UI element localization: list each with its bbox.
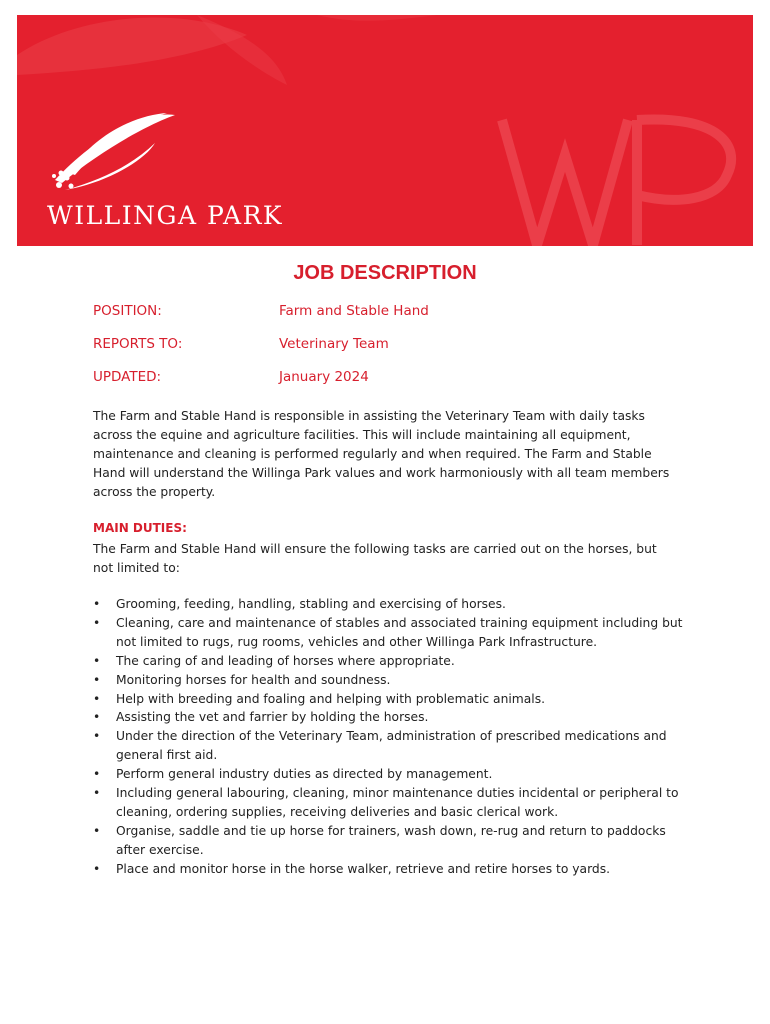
brand-name: WILLINGA PARK	[47, 201, 284, 230]
duty-text: Cleaning, care and maintenance of stables and associated training equipment including but not limited to rugs, rug rooms, vehicles and other Willinga Park Infrastructure.	[116, 615, 683, 649]
page-title: JOB DESCRIPTION	[293, 262, 477, 284]
list-item	[93, 690, 683, 709]
list-item	[93, 614, 683, 652]
position-value: Farm and Stable Hand	[279, 303, 429, 319]
list-item	[93, 595, 683, 614]
updated-value: January 2024	[279, 369, 369, 385]
bullet-icon: •	[93, 672, 101, 687]
main-duties-heading: MAIN DUTIES:	[93, 521, 187, 535]
reports-to-value: Veterinary Team	[279, 336, 389, 352]
list-item	[93, 784, 683, 822]
list-item	[93, 860, 683, 879]
duty-text: Grooming, feeding, handling, stabling and exercising of horses.	[116, 597, 506, 611]
decorative-leaf-icon	[197, 15, 287, 85]
duties-list	[93, 595, 683, 879]
duty-text: Perform general industry duties as directed by management.	[116, 767, 493, 782]
duty-text: The caring of and leading of horses where appropriate.	[116, 653, 455, 668]
intro-paragraph: The Farm and Stable Hand is responsible in assisting the Veterinary Team with daily tasks across the equine and agriculture facilities. This will include maintaining all equipment, maintenance and cleaning is performed regularly and when required. The Farm and Stable Hand will understand the Willinga Park values and work harmoniously with all team members across the property.	[93, 409, 670, 499]
bullet-icon: •	[93, 615, 101, 630]
bullet-icon: •	[93, 861, 101, 876]
list-item	[93, 671, 683, 690]
duty-text: Assisting the vet and farrier by holding the horses.	[116, 710, 429, 725]
duty-text: Place and monitor horse in the horse walker, retrieve and retire horses to yards.	[116, 861, 611, 876]
updated-label: UPDATED:	[93, 369, 162, 385]
duty-text: Organise, saddle and tie up horse for trainers, wash down, re-rug and return to paddocks after exercise.	[116, 823, 666, 857]
bullet-icon: •	[93, 729, 101, 744]
list-item	[93, 765, 683, 784]
bullet-icon: •	[93, 823, 101, 838]
duty-text: Help with breeding and foaling and helping with problematic animals.	[116, 691, 546, 706]
reports-to-label: REPORTS TO:	[93, 336, 183, 352]
list-item	[93, 822, 683, 860]
bullet-icon: •	[93, 767, 101, 782]
bullet-icon: •	[93, 653, 101, 668]
duty-text: Including general labouring, cleaning, minor maintenance duties incidental or peripheral to cleaning, ordering supplies, receiving deliveries and basic clerical work.	[116, 786, 679, 819]
bullet-icon: •	[93, 710, 101, 725]
duty-text: Monitoring horses for health and soundness.	[116, 672, 391, 687]
list-item	[93, 727, 683, 765]
bullet-icon: •	[93, 786, 101, 801]
list-item	[93, 652, 683, 671]
duty-text: Under the direction of the Veterinary Team, administration of prescribed medications and general first aid.	[116, 729, 667, 763]
bullet-icon: •	[93, 597, 101, 611]
eucalyptus-leaf-logo-icon	[52, 113, 175, 190]
bullet-icon: •	[93, 691, 101, 706]
header-banner	[17, 15, 753, 246]
wp-monogram-watermark	[502, 119, 731, 245]
decorative-leaf-icon	[317, 15, 437, 21]
main-duties-lead: The Farm and Stable Hand will ensure the following tasks are carried out on the horses, but not limited to:	[93, 542, 657, 575]
list-item	[93, 708, 683, 727]
position-label: POSITION:	[93, 303, 162, 319]
